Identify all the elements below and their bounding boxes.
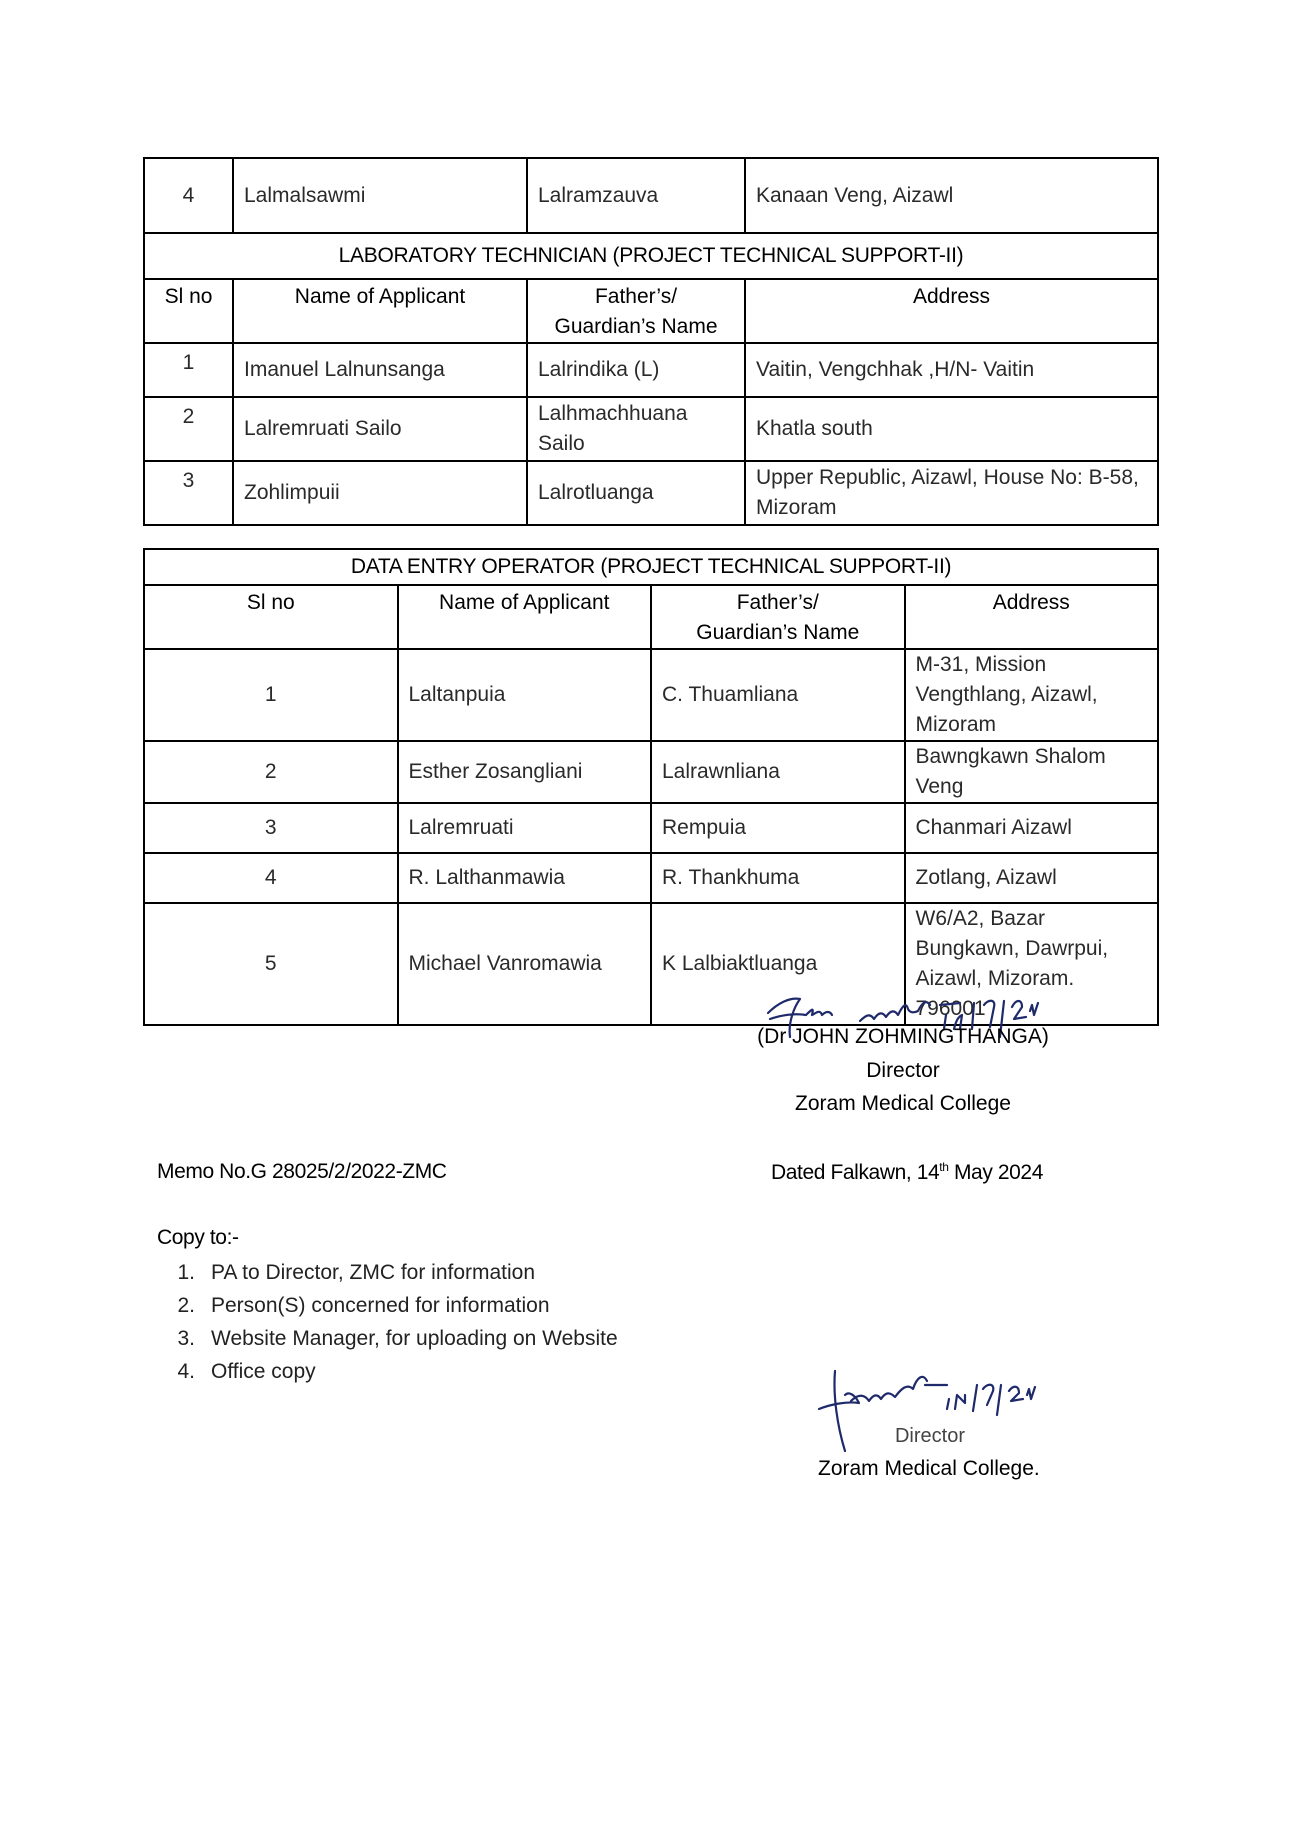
cell-sl: 3	[144, 803, 398, 853]
cell-name: Lalremruati	[398, 803, 652, 853]
signatory-title: Director	[894, 1425, 965, 1447]
header-father-line1: Father’s/	[594, 285, 678, 308]
header-father-line1: Father’s/	[736, 591, 819, 614]
memo-date	[771, 1160, 1043, 1185]
lab-technician-table	[143, 157, 1159, 526]
list-item-text: PA to Director, ZMC for information	[211, 1261, 536, 1284]
section-title-row	[144, 549, 1158, 585]
cell-father: Rempuia	[651, 803, 905, 853]
cell-sl: 2	[144, 741, 398, 803]
cell-sl: 5	[144, 903, 398, 1025]
cell-name: Imanuel Lalnunsanga	[233, 343, 527, 397]
cell-sl: 2	[144, 397, 233, 461]
cell-address: Zotlang, Aizawl	[905, 853, 1159, 903]
table-row	[144, 158, 1158, 233]
list-item	[157, 1289, 618, 1322]
section-title: LABORATORY TECHNICIAN (PROJECT TECHNICAL SUPPORT-II)	[144, 233, 1158, 279]
table-row	[144, 649, 1158, 741]
signatory-organization: Zoram Medical College.	[818, 1457, 1040, 1480]
copy-to-list	[157, 1256, 618, 1388]
table-header-row	[144, 585, 1158, 649]
list-item-number: 1.	[177, 1261, 195, 1284]
table-row	[144, 397, 1158, 461]
header-father	[651, 585, 905, 649]
cell-sl: 1	[144, 343, 233, 397]
cell-address: Khatla south	[745, 397, 1158, 461]
list-item	[157, 1355, 618, 1388]
cell-father: K Lalbiaktluanga	[651, 903, 905, 1025]
cell-name: Michael Vanromawia	[398, 903, 652, 1025]
cell-father: C. Thuamliana	[651, 649, 905, 741]
cell-sl: 4	[144, 158, 233, 233]
cell-name: Lalmalsawmi	[233, 158, 527, 233]
cell-address: Chanmari Aizawl	[905, 803, 1159, 853]
cell-address: Kanaan Veng, Aizawl	[745, 158, 1158, 233]
cell-address: Bawngkawn Shalom Veng	[905, 741, 1159, 803]
cell-father: Lalramzauva	[527, 158, 745, 233]
header-name: Name of Applicant	[398, 585, 652, 649]
list-item-text: Person(S) concerned for information	[211, 1294, 550, 1317]
list-item-text: Website Manager, for uploading on Website	[211, 1327, 618, 1350]
list-item	[157, 1322, 618, 1355]
memo-number: Memo No.G 28025/2/2022-ZMC	[157, 1160, 447, 1183]
header-address: Address	[905, 585, 1159, 649]
cell-address: Upper Republic, Aizawl, House No: B-58, Mizoram	[745, 461, 1158, 525]
table-header-row	[144, 279, 1158, 343]
data-entry-operator-table	[143, 548, 1159, 1026]
cell-name: Laltanpuia	[398, 649, 652, 741]
cell-father: R. Thankhuma	[651, 853, 905, 903]
cell-name: Esther Zosangliani	[398, 741, 652, 803]
table-row	[144, 741, 1158, 803]
header-father	[527, 279, 745, 343]
table-row	[144, 461, 1158, 525]
section-title: DATA ENTRY OPERATOR (PROJECT TECHNICAL SUPPORT-II)	[144, 549, 1158, 585]
list-item	[157, 1256, 618, 1289]
list-item-number: 3.	[177, 1327, 195, 1350]
cell-address: W6/A2, Bazar Bungkawn, Dawrpui, Aizawl, Mizoram. 796001	[905, 903, 1159, 1025]
section-title-row	[144, 233, 1158, 279]
table-row	[144, 343, 1158, 397]
table-row	[144, 853, 1158, 903]
cell-address: M-31, Mission Vengthlang, Aizawl, Mizoram	[905, 649, 1159, 741]
header-father-line2: Guardian’s Name	[696, 621, 860, 644]
cell-father: Lalrawnliana	[651, 741, 905, 803]
copy-to-heading: Copy to:-	[157, 1226, 239, 1249]
header-address: Address	[745, 279, 1158, 343]
header-sl: Sl no	[144, 585, 398, 649]
cell-sl: 4	[144, 853, 398, 903]
signatory-organization: Zoram Medical College	[795, 1092, 1011, 1115]
memo-date-prefix: Dated Falkawn, 14	[771, 1161, 940, 1184]
signatory-name: (Dr JOHN ZOHMINGTHANGA)	[757, 1025, 1049, 1048]
list-item-number: 2.	[177, 1294, 195, 1317]
header-name: Name of Applicant	[233, 279, 527, 343]
cell-father: Lalrindika (L)	[527, 343, 745, 397]
cell-address: Vaitin, Vengchhak ,H/N- Vaitin	[745, 343, 1158, 397]
signatory-title: Director	[866, 1059, 940, 1082]
cell-name: R. Lalthanmawia	[398, 853, 652, 903]
table-row	[144, 803, 1158, 853]
cell-father: Lalhmachhuana Sailo	[527, 397, 745, 461]
list-item-number: 4.	[177, 1360, 195, 1383]
cell-sl: 3	[144, 461, 233, 525]
cell-name: Zohlimpuii	[233, 461, 527, 525]
memo-date-rest: May 2024	[948, 1161, 1043, 1184]
cell-name: Lalremruati Sailo	[233, 397, 527, 461]
header-sl: Sl no	[144, 279, 233, 343]
cell-sl: 1	[144, 649, 398, 741]
list-item-text: Office copy	[211, 1360, 316, 1383]
cell-father: Lalrotluanga	[527, 461, 745, 525]
header-father-line2: Guardian’s Name	[554, 315, 718, 338]
memo-date-ordinal: th	[939, 1160, 949, 1174]
